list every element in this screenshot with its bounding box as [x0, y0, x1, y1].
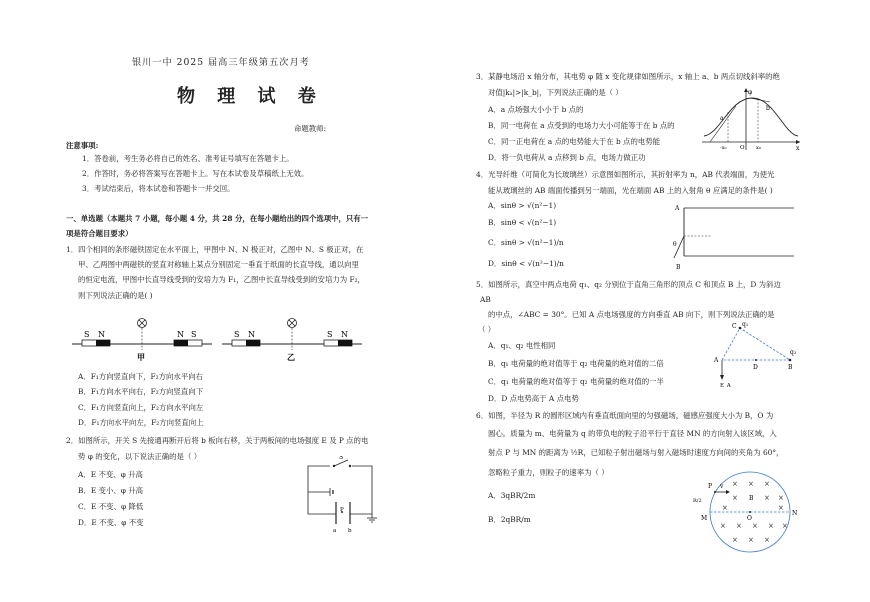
center-o-label: O: [747, 515, 752, 522]
yi-diagram: [222, 319, 362, 363]
neg-x0-label: -x₀: [720, 145, 727, 151]
phi-axis-label: φ: [748, 89, 753, 96]
magnet-label: N: [248, 330, 255, 339]
q2-circuit-figure: [300, 456, 388, 536]
q3-potential-graph: [700, 86, 804, 154]
q2-option-a: A．E 不变、φ 升高: [78, 470, 143, 479]
velocity-label: v: [720, 483, 724, 490]
svg-text:×: ×: [764, 494, 770, 502]
svg-text:×: ×: [752, 522, 758, 530]
q1-option-c: C．F₁方向竖直向上，F₂方向水平向左: [78, 403, 204, 412]
q6-magnetic-field-figure: [688, 470, 818, 554]
q4-option-c: C．sinθ > √(n²−1)/n: [488, 238, 564, 247]
figure-caption-jia: 甲: [137, 352, 145, 362]
note-item: 3．考试结束后，将本试卷和答题卡一并交回。: [82, 184, 235, 193]
q4-stem: 能从玻璃丝的 AB 端面传播到另一端面，光在端面 AB 上的入射角 θ 应满足的条件是( ): [488, 186, 773, 195]
point-n-label: N: [792, 510, 798, 517]
field-b-label: B: [749, 495, 754, 502]
q1-stem: 甲、乙两图中两磁铁的竖直对称轴上某点分别固定一垂直于纸面的长直导线，通以向里: [78, 260, 359, 269]
q4-option-d: D．sinθ < √(n²−1)/n: [488, 259, 564, 268]
switch-label: S: [339, 456, 344, 461]
point-b-label: b: [766, 105, 770, 112]
q6-stem: 射点 P 与 MN 的距离为 ½R，已知粒子射出磁场与射入磁场时速度方向间的夹角为 60°，: [488, 448, 784, 457]
q3-option-c: C．同一正电荷在 a 点的电势能大于在 b 点的电势能: [488, 137, 661, 146]
figure-caption-yi: 乙: [287, 352, 295, 362]
svg-text:×: ×: [732, 536, 738, 544]
section1-heading: 项是符合题目要求）: [66, 229, 133, 238]
plate-b-label: b: [348, 528, 352, 534]
q5-option-d: D．D 点电势高于 A 点电势: [488, 394, 579, 403]
q3-option-b: B．同一电荷在 a 点受到的电场力大小可能等于在 b 点的: [488, 121, 675, 130]
q6-stem: 6．如图，半径为 R 的圆形区域内有垂直纸面向里的匀强磁场，磁感应强度大小为 B，O 为: [476, 411, 774, 420]
distance-label: R/2: [693, 498, 702, 504]
end-a-label: A: [675, 205, 680, 212]
svg-text:×: ×: [736, 522, 742, 530]
svg-text:×: ×: [778, 504, 784, 512]
vertex-b-label: B: [788, 364, 793, 371]
svg-text:×: ×: [764, 536, 770, 544]
point-p-label: P: [708, 483, 713, 490]
q6-stem: 圆心。质量为 m、电荷量为 q 的带负电的粒子沿平行于直径 MN 的方向射入该区域，入: [488, 429, 777, 438]
svg-text:×: ×: [778, 494, 784, 502]
magnet-label: S: [191, 330, 197, 339]
q2-option-d: D．E 不变、φ 不变: [78, 518, 144, 527]
q1-option-d: D．F₁方向水平向左，F₂方向竖直向上: [78, 418, 204, 427]
svg-text:×: ×: [764, 480, 770, 488]
vertex-a-label: A: [714, 357, 719, 364]
svg-text:×: ×: [748, 480, 754, 488]
q5-stem: 5．如图所示，真空中两点电荷 q₁、q₂ 分别位于直角三角形的顶点 C 和顶点 B 上，D 为斜边: [476, 280, 781, 289]
plate-a-label: a: [333, 528, 337, 534]
q5-option-c: C．q₁ 电荷量的绝对值等于 q₂ 电荷量的绝对值的一半: [488, 377, 664, 386]
svg-text:×: ×: [748, 536, 754, 544]
q5-stem: AB: [480, 295, 491, 304]
q4-fiber-figure: [670, 200, 800, 274]
school-title: 银川一中 2025 届高三年级第五次月考: [132, 57, 310, 68]
q1-stem: 则下列说法正确的是( ): [78, 291, 153, 300]
q5-option-b: B．q₁ 电荷量的绝对值等于 q₂ 电荷量的绝对值的二倍: [488, 359, 664, 368]
note-item: 2．作答时，务必将答案写在答题卡上。写在本试卷及草稿纸上无效。: [82, 169, 309, 178]
field-ea-label: E_A: [720, 383, 731, 388]
q2-stem: 势 φ 的变化，以下说法正确的是（ ）: [78, 452, 202, 461]
q1-stem: 的恒定电流，甲图中长直导线受到的安培力为 F₁，乙图中长直导线受到的安培力为 F₂，: [78, 275, 365, 284]
q5-option-a: A．q₁、q₂ 电性相同: [488, 341, 556, 350]
paper-title: 物 理 试 卷: [177, 86, 324, 107]
magnet-label: N: [341, 330, 348, 339]
q1-stem: 1．四个相同的条形磁铁固定在水平面上，甲图中 N、N 极正对，乙图中 N、S 极正对，在: [66, 245, 364, 254]
charge-q2-label: q₂: [790, 349, 797, 356]
x-axis-label: x: [796, 145, 800, 152]
q3-stem: 对值|kₐ|>|k_b|，下列说法正确的是（ ）: [488, 88, 623, 97]
notes-heading: 注意事项:: [66, 141, 99, 150]
q1-option-a: A．F₁方向竖直向下，F₂方向水平向右: [78, 372, 203, 381]
q2-stem: 2．如图所示，开关 S 先接通再断开后将 b 板向右移，关于两板间的电场强度 E 及 P 点的电: [66, 436, 369, 445]
vertex-c-label: C: [732, 323, 737, 330]
q3-option-d: D．将一负电荷从 a 点移到 b 点，电场力做正功: [488, 153, 646, 162]
origin-label: O: [740, 145, 745, 151]
q6-option-a: A．3qBR/2m: [488, 491, 536, 500]
q5-stem: 的中点，∠ABC = 30°。已知 A 点电场强度的方向垂直 AB 向下，则下列说法正确的是: [488, 310, 775, 319]
svg-text:×: ×: [722, 504, 728, 512]
magnet-label: S: [234, 330, 240, 339]
svg-text:×: ×: [732, 494, 738, 502]
point-d-label: D: [753, 364, 758, 371]
end-b-label: B: [676, 264, 681, 271]
svg-text:×: ×: [768, 522, 774, 530]
q4-option-a: A．sinθ > √(n²−1): [488, 201, 557, 210]
point-p-label: P: [340, 507, 344, 513]
charge-q1-label: q₁: [742, 321, 749, 328]
svg-text:×: ×: [720, 522, 726, 530]
magnet-label: N: [177, 330, 184, 339]
q3-stem: 3．某静电场沿 x 轴分布，其电势 φ 随 x 变化规律如图所示，x 轴上 a、b 两点切线斜率的绝: [476, 72, 780, 81]
point-a-label: a: [720, 115, 724, 122]
magnet-label: S: [327, 330, 333, 339]
jia-diagram: [72, 319, 212, 363]
q6-stem: 忽略粒子重力，则粒子的速率为（ ）: [488, 468, 609, 477]
q4-option-b: B．sinθ < √(n²−1): [488, 218, 557, 227]
magnet-label: N: [98, 330, 105, 339]
q3-option-a: A．a 点场强大小小于 b 点的: [488, 105, 584, 114]
note-item: 1．答卷前，考生务必将自己的姓名、准考证号填写在答题卡上。: [82, 154, 294, 163]
theta-label: θ: [673, 241, 677, 248]
q1-magnet-figure: [66, 314, 376, 364]
q5-stem: （ ）: [478, 325, 496, 334]
magnet-label: S: [84, 330, 90, 339]
x0-label: x₀: [756, 145, 761, 151]
svg-text:×: ×: [782, 522, 788, 530]
section1-heading: 一、单选题（本题共 7 小题，每小题 4 分，共 28 分，在每小题给出的四个选项中，只有一: [66, 214, 369, 223]
author-label: 命题教师:: [294, 124, 327, 133]
svg-text:×: ×: [732, 480, 738, 488]
q2-option-b: B．E 变小、φ 升高: [78, 486, 144, 495]
q2-option-c: C．E 不变、φ 降低: [78, 502, 144, 511]
q4-stem: 4．光导纤维（可简化为长玻璃丝）示意图如图所示，其折射率为 n，AB 代表端面，为使光: [476, 170, 775, 179]
q1-option-b: B．F₁方向水平向右，F₂方向竖直向下: [78, 387, 204, 396]
point-m-label: M: [701, 515, 708, 522]
q5-triangle-figure: [712, 316, 802, 388]
q6-option-b: B．2qBR/m: [488, 515, 531, 524]
